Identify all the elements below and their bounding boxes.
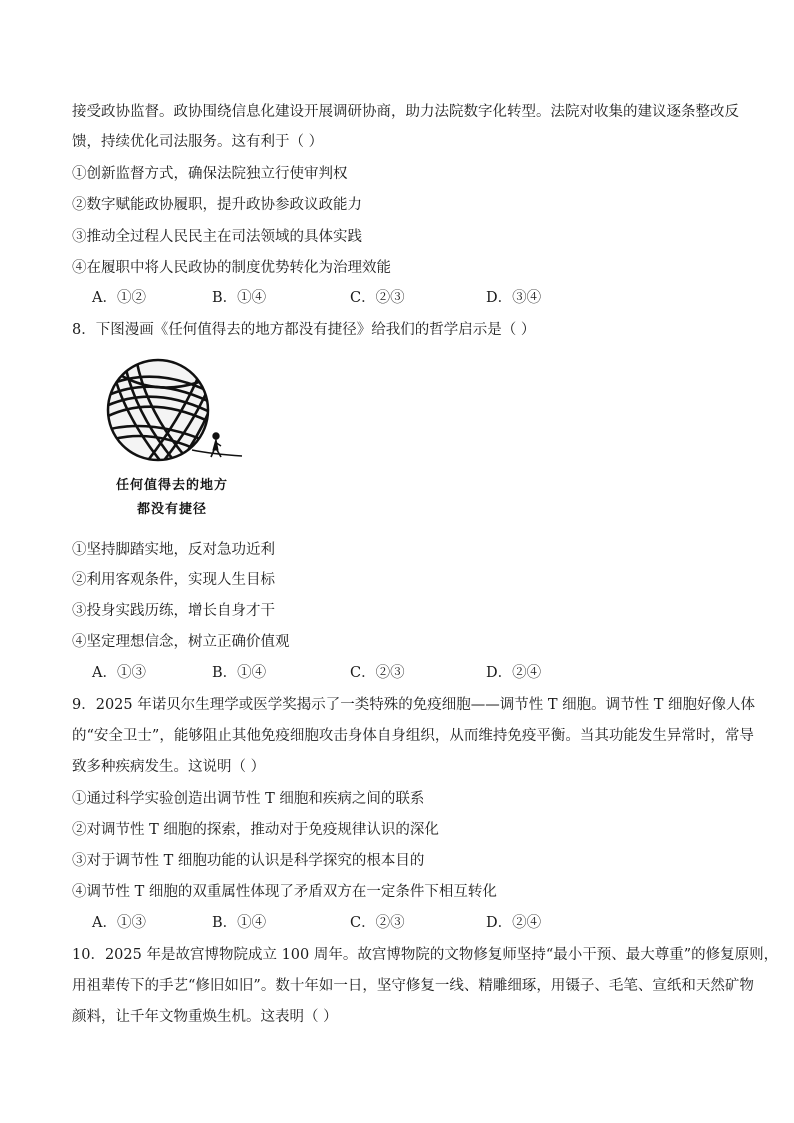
yarn-ball-illustration bbox=[92, 358, 252, 478]
q9-option-b[interactable]: B．①④ bbox=[212, 915, 267, 931]
q7-statement-3: ③推动全过程人民民主在司法领域的具体实践 bbox=[72, 229, 362, 245]
q10-stem-line-3: 颜料，让千年文物重焕生机。这表明（ ） bbox=[72, 1009, 338, 1025]
q7-stem-line-1: 接受政协监督。政协围绕信息化建设开展调研协商，助力法院数字化转型。法院对收集的建议逐条整改反 bbox=[72, 104, 739, 120]
q9-option-d[interactable]: D．②④ bbox=[486, 915, 542, 931]
q9-option-c[interactable]: C．②③ bbox=[350, 915, 405, 931]
q9-stem-line-1: 9．2025 年诺贝尔生理学或医学奖揭示了一类特殊的免疫细胞——调节性 T 细胞。调节性 T 细胞好像人体 bbox=[72, 697, 756, 713]
q7-statement-4: ④在履职中将人民政协的制度优势转化为治理效能 bbox=[72, 260, 391, 276]
q8-statement-3: ③投身实践历练，增长自身才干 bbox=[72, 603, 275, 619]
q9-statement-3: ③对于调节性 T 细胞功能的认识是科学探究的根本目的 bbox=[72, 853, 425, 869]
q8-option-d[interactable]: D．②④ bbox=[486, 665, 542, 681]
q8-statement-4: ④坚定理想信念，树立正确价值观 bbox=[72, 634, 290, 650]
q9-statement-2: ②对调节性 T 细胞的探索，推动对于免疫规律认识的深化 bbox=[72, 822, 439, 838]
q7-options bbox=[92, 288, 692, 308]
cartoon-caption-line-1: 任何值得去的地方 bbox=[115, 478, 228, 493]
q8-options bbox=[92, 663, 692, 683]
q8-option-b[interactable]: B．①④ bbox=[212, 665, 267, 681]
q7-statement-2: ②数字赋能政协履职，提升政协参政议政能力 bbox=[72, 197, 362, 213]
q10-stem-line-1: 10．2025 年是故宫博物院成立 100 周年。故宫博物院的文物修复师坚持“最小干预、最大尊重”的修复原则， bbox=[72, 947, 779, 963]
q9-option-a[interactable]: A．①③ bbox=[92, 915, 146, 931]
q9-statement-4: ④调节性 T 细胞的双重属性体现了矛盾双方在一定条件下相互转化 bbox=[72, 884, 497, 900]
q8-statement-2: ②利用客观条件，实现人生目标 bbox=[72, 572, 275, 588]
cartoon-caption-line-2: 都没有捷径 bbox=[136, 502, 207, 517]
q8-statement-1: ①坚持脚踏实地，反对急功近利 bbox=[72, 542, 275, 558]
q7-option-c[interactable]: C．②③ bbox=[350, 290, 405, 306]
q9-options bbox=[92, 913, 692, 933]
q9-stem-line-3: 致多种疾病发生。这说明（ ） bbox=[72, 759, 266, 775]
q7-option-b[interactable]: B．①④ bbox=[212, 290, 267, 306]
q7-stem-line-2: 馈，持续优化司法服务。这有利于（ ） bbox=[72, 134, 324, 150]
q8-stem: 8．下图漫画《任何值得去的地方都没有捷径》给我们的哲学启示是（ ） bbox=[72, 322, 536, 338]
q7-option-d[interactable]: D．③④ bbox=[486, 290, 542, 306]
cartoon-yarn-ball bbox=[92, 358, 252, 528]
q7-option-a[interactable]: A．①② bbox=[92, 290, 146, 306]
q9-statement-1: ①通过科学实验创造出调节性 T 细胞和疾病之间的联系 bbox=[72, 791, 425, 807]
q10-stem-line-2: 用祖辈传下的手艺“修旧如旧”。数十年如一日，坚守修复一线、精雕细琢，用镊子、毛笔、宣纸和天然矿物 bbox=[72, 978, 754, 994]
q8-option-c[interactable]: C．②③ bbox=[350, 665, 405, 681]
q9-stem-line-2: 的“安全卫士”，能够阻止其他免疫细胞攻击身体自身组织，从而维持免疫平衡。当其功能发生异常时，常导 bbox=[72, 728, 754, 744]
q8-option-a[interactable]: A．①③ bbox=[92, 665, 146, 681]
q7-statement-1: ①创新监督方式，确保法院独立行使审判权 bbox=[72, 166, 348, 182]
